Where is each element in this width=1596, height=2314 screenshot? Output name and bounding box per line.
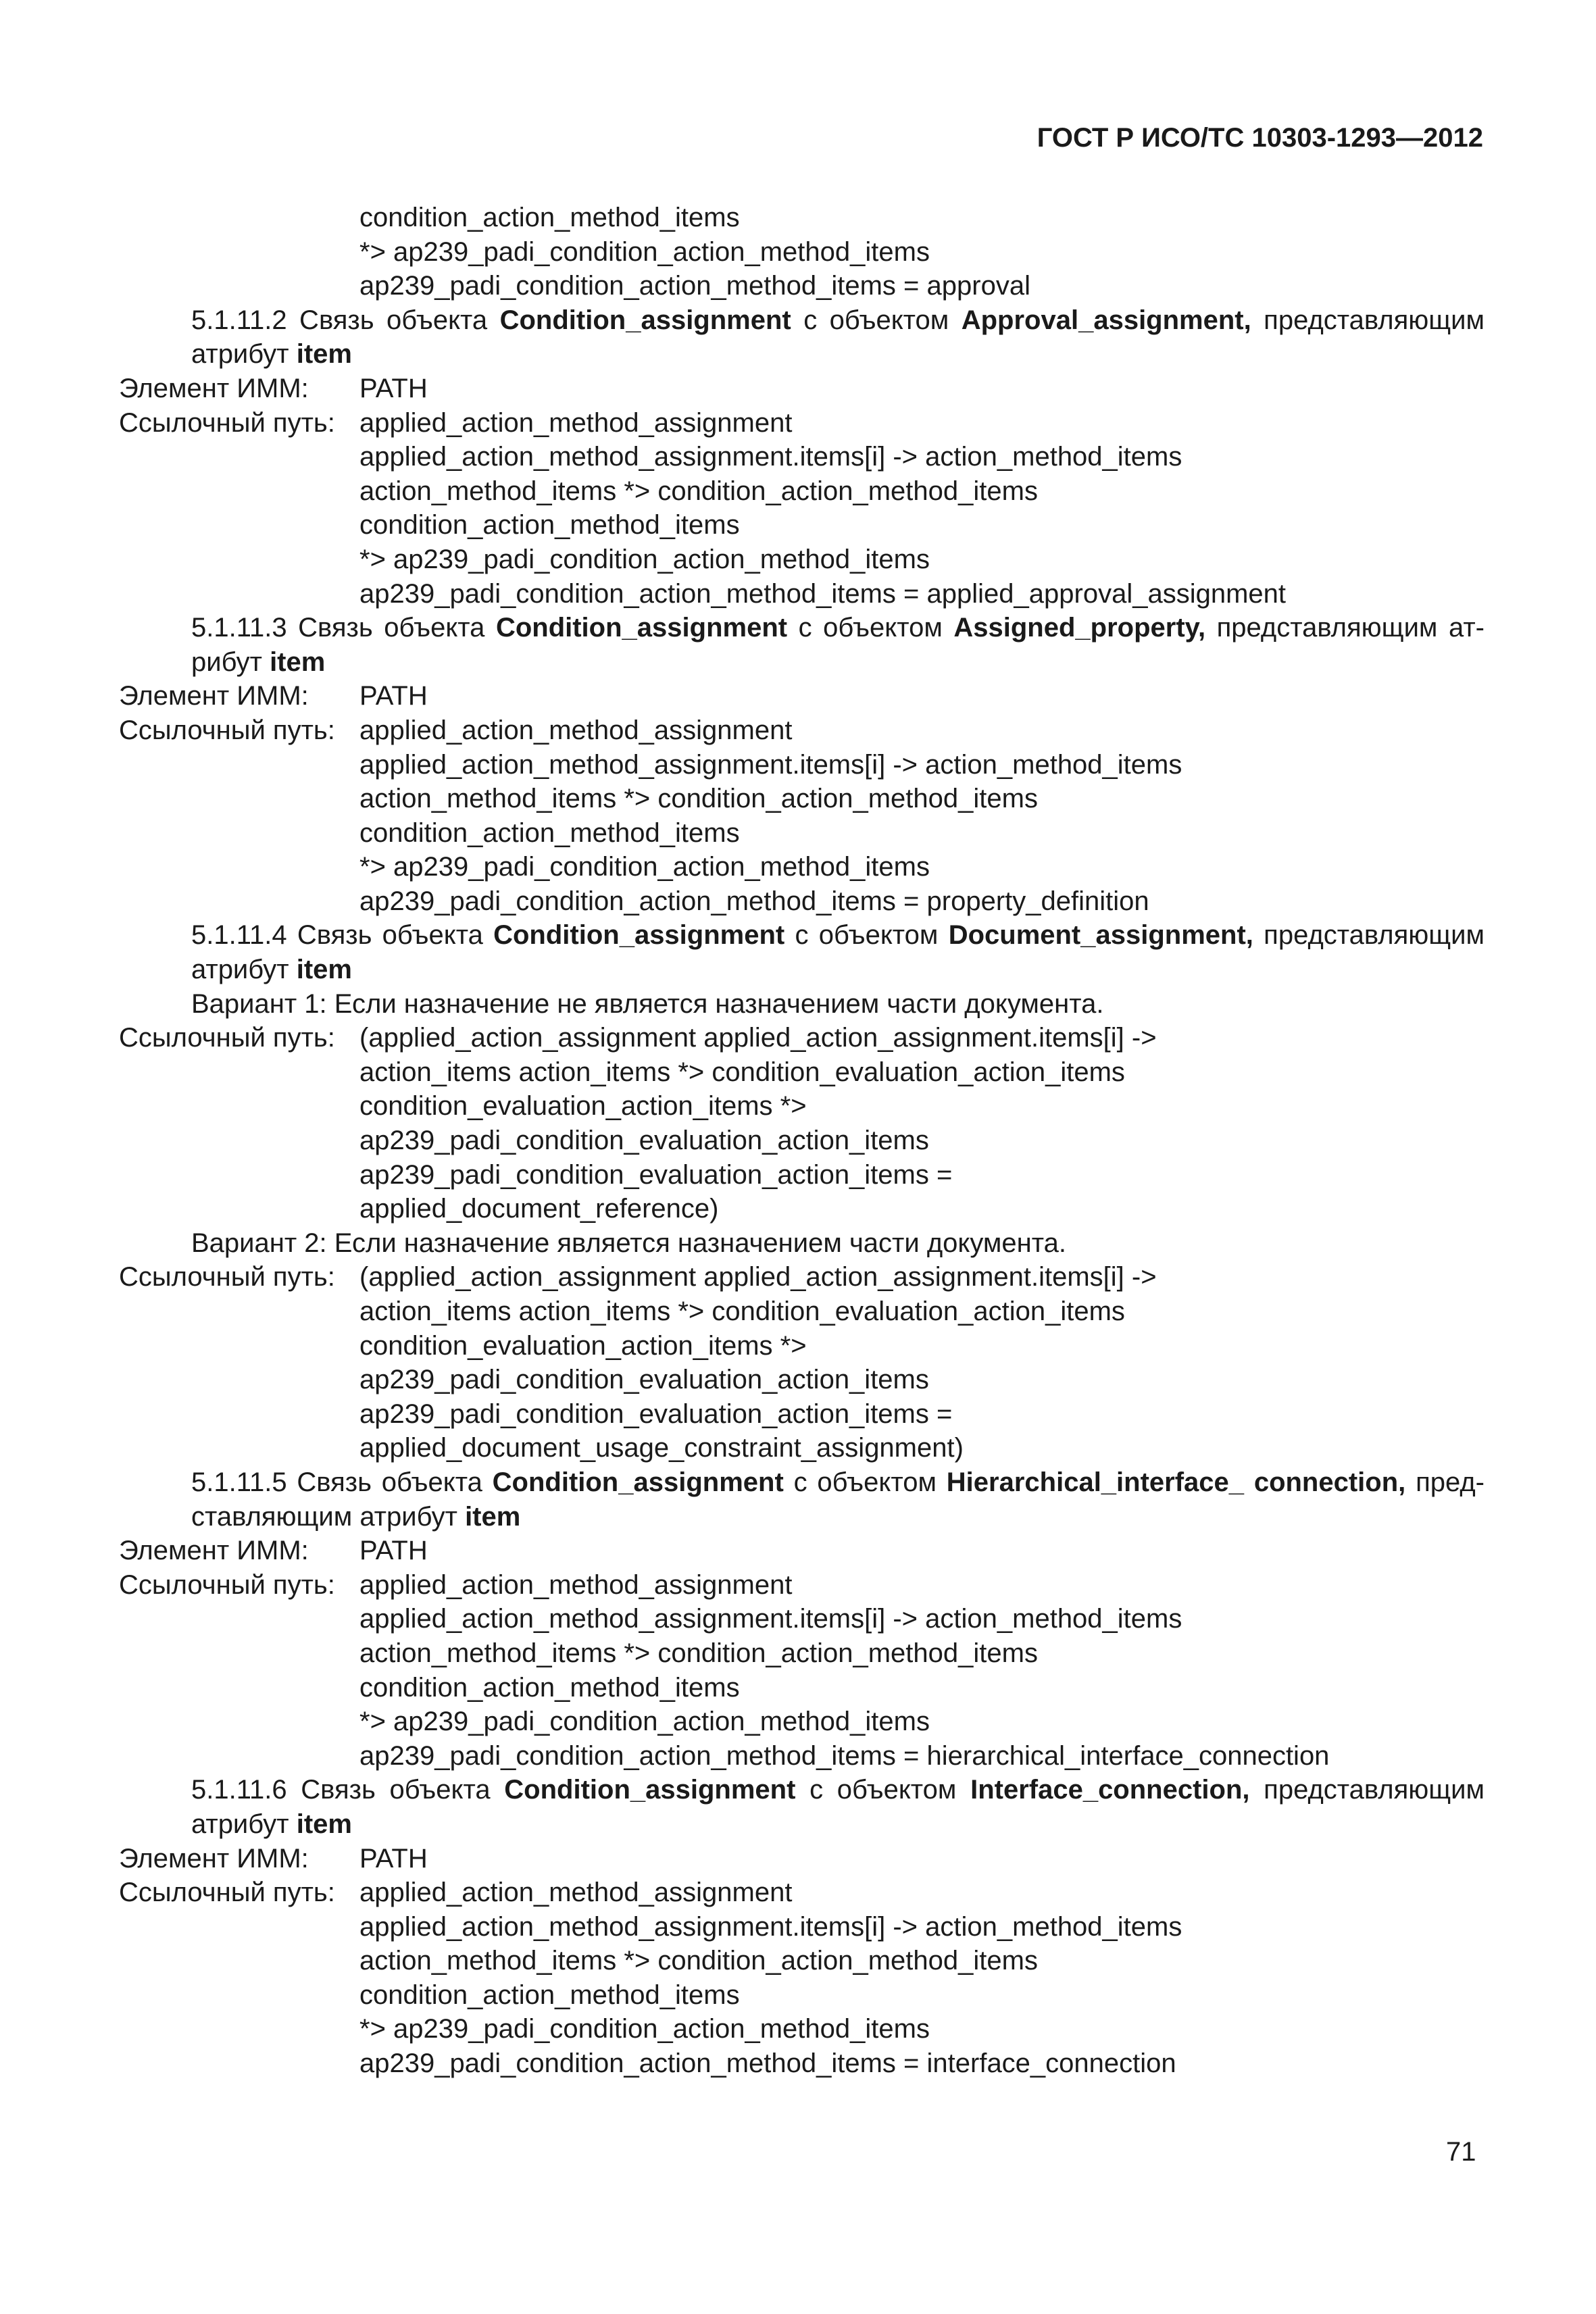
section-heading-5-1-11-2: 5.1.11.2 Связь объекта Condition_assignment с объектом Approval_assignment, представляющим атрибут item: [191, 305, 1485, 370]
attribute-name: item: [296, 1809, 352, 1839]
path-line: ap239_padi_condition_evaluation_action_items: [359, 1365, 929, 1395]
document-body: [119, 201, 1485, 2081]
path-line: condition_evaluation_action_items *>: [359, 1091, 807, 1122]
path-line: *> ap239_padi_condition_action_method_items: [359, 236, 930, 267]
field-label: Ссылочный путь:: [119, 1262, 335, 1292]
reference-path-row: [119, 1260, 1485, 1294]
path-line: applied_action_method_assignment.items[i] -> action_method_items: [359, 1604, 1182, 1634]
section-heading-5-1-11-6: 5.1.11.6 Связь объекта Condition_assignment с объектом Interface_connection, представляющим атрибут item: [191, 1775, 1485, 1839]
section-heading-5-1-11-4: 5.1.11.4 Связь объекта Condition_assignment с объектом Document_assignment, представляющим атрибут item: [191, 920, 1485, 985]
attribute-name: item: [296, 955, 352, 985]
path-line: ap239_padi_condition_action_method_items = hierarchical_interface_connection: [359, 1740, 1330, 1771]
path-line: condition_action_method_items: [359, 818, 740, 848]
field-value: PATH: [359, 681, 428, 711]
field-label: Ссылочный путь:: [119, 1878, 335, 1908]
page-number: 71: [1446, 2137, 1476, 2167]
path-line: applied_document_usage_constraint_assignment): [359, 1433, 964, 1463]
path-line: ap239_padi_condition_action_method_items = approval: [359, 271, 1030, 301]
path-line: *> ap239_padi_condition_action_method_items: [359, 544, 930, 574]
path-line: (applied_action_assignment applied_action_assignment.items[i] ->: [359, 1023, 1157, 1053]
field-value: PATH: [359, 1536, 428, 1566]
path-line: action_method_items *> condition_action_method_items: [359, 1946, 1038, 1976]
path-line: action_items action_items *> condition_evaluation_action_items: [359, 1297, 1125, 1326]
reference-path-row: [119, 406, 1485, 441]
path-line: applied_action_method_assignment: [359, 407, 793, 438]
field-label: Ссылочный путь:: [119, 407, 335, 438]
field-label: Элемент ИММ:: [119, 1536, 309, 1566]
entity-name: Approval_assignment,: [961, 305, 1251, 335]
section-heading-5-1-11-3: 5.1.11.3 Связь объекта Condition_assignment с объектом Assigned_property, представляющим ат-рибут item: [191, 613, 1485, 677]
mim-element-row: [119, 1842, 1485, 1876]
field-label: Ссылочный путь:: [119, 1569, 335, 1600]
path-line: condition_evaluation_action_items *>: [359, 1330, 807, 1361]
path-line: applied_action_method_assignment.items[i] -> action_method_items: [359, 1911, 1182, 1942]
reference-path-row: [119, 1568, 1485, 1603]
path-line: (applied_action_assignment applied_action_assignment.items[i] ->: [359, 1262, 1157, 1292]
entity-name: Condition_assignment: [492, 1467, 784, 1497]
entity-name: Condition_assignment: [499, 305, 791, 335]
path-line: condition_action_method_items: [359, 203, 740, 232]
attribute-name: item: [270, 647, 326, 677]
mim-element-row: [119, 1534, 1485, 1568]
section-number: 5.1.11.6: [191, 1775, 287, 1805]
entity-name: Assigned_property,: [953, 613, 1206, 643]
path-line: action_method_items *> condition_action_method_items: [359, 476, 1038, 506]
path-line: *> ap239_padi_condition_action_method_items: [359, 1707, 930, 1737]
variant-2-text: Вариант 2: Если назначение является назначением части документа.: [191, 1228, 1066, 1258]
reference-path-row: [119, 713, 1485, 748]
path-line: condition_action_method_items: [359, 1672, 740, 1703]
mim-element-row: [119, 679, 1485, 713]
page-header: ГОСТ Р ИСО/ТС 10303-1293—2012: [1037, 123, 1483, 153]
path-line: condition_action_method_items: [359, 510, 740, 540]
field-value: PATH: [359, 373, 428, 403]
reference-path-row: [119, 1021, 1485, 1055]
path-line: applied_action_method_assignment.items[i] -> action_method_items: [359, 442, 1182, 472]
section-number: 5.1.11.3: [191, 613, 287, 643]
entity-name: Hierarchical_interface_ connection,: [946, 1467, 1406, 1497]
path-line: applied_action_method_assignment: [359, 1878, 793, 1908]
path-line: ap239_padi_condition_action_method_items = applied_approval_assignment: [359, 578, 1286, 609]
entity-name: Condition_assignment: [493, 920, 785, 951]
attribute-name: item: [465, 1501, 521, 1532]
section-number: 5.1.11.5: [191, 1467, 287, 1497]
reference-path-row: [119, 1876, 1485, 1910]
field-label: Элемент ИММ:: [119, 373, 309, 403]
path-line: *> ap239_padi_condition_action_method_items: [359, 852, 930, 882]
path-line: action_method_items *> condition_action_method_items: [359, 1638, 1038, 1668]
path-line: applied_document_reference): [359, 1194, 719, 1224]
section-number: 5.1.11.4: [191, 920, 287, 951]
path-line: ap239_padi_condition_action_method_items = property_definition: [359, 886, 1149, 916]
entity-name: Condition_assignment: [504, 1775, 796, 1805]
field-label: Ссылочный путь:: [119, 1023, 335, 1053]
field-label: Элемент ИММ:: [119, 1843, 309, 1873]
entity-name: Interface_connection,: [970, 1775, 1250, 1805]
path-line: ap239_padi_condition_evaluation_action_items: [359, 1126, 929, 1156]
path-line: ap239_padi_condition_action_method_items = interface_connection: [359, 2048, 1176, 2079]
section-heading-5-1-11-5: 5.1.11.5 Связь объекта Condition_assignment с объектом Hierarchical_interface_ connection, пред-ставляющим атрибут item: [191, 1467, 1485, 1532]
section-number: 5.1.11.2: [191, 305, 287, 335]
path-line: applied_action_method_assignment: [359, 1569, 793, 1600]
path-line: action_method_items *> condition_action_method_items: [359, 784, 1038, 814]
path-line: ap239_padi_condition_evaluation_action_items =: [359, 1159, 953, 1190]
path-line: action_items action_items *> condition_evaluation_action_items: [359, 1057, 1125, 1087]
variant-1-text: Вариант 1: Если назначение не является назначением части документа.: [191, 988, 1104, 1019]
path-line: applied_action_method_assignment.items[i] -> action_method_items: [359, 749, 1182, 780]
field-label: Ссылочный путь:: [119, 715, 335, 745]
field-value: PATH: [359, 1843, 428, 1873]
entity-name: Document_assignment,: [948, 920, 1253, 951]
path-line: *> ap239_padi_condition_action_method_items: [359, 2014, 930, 2044]
attribute-name: item: [296, 339, 352, 370]
entity-name: Condition_assignment: [495, 613, 788, 643]
mim-element-row: [119, 372, 1485, 406]
path-line: applied_action_method_assignment: [359, 715, 793, 745]
path-line: ap239_padi_condition_evaluation_action_items =: [359, 1399, 953, 1429]
path-line: condition_action_method_items: [359, 1980, 740, 2010]
field-label: Элемент ИММ:: [119, 681, 309, 711]
